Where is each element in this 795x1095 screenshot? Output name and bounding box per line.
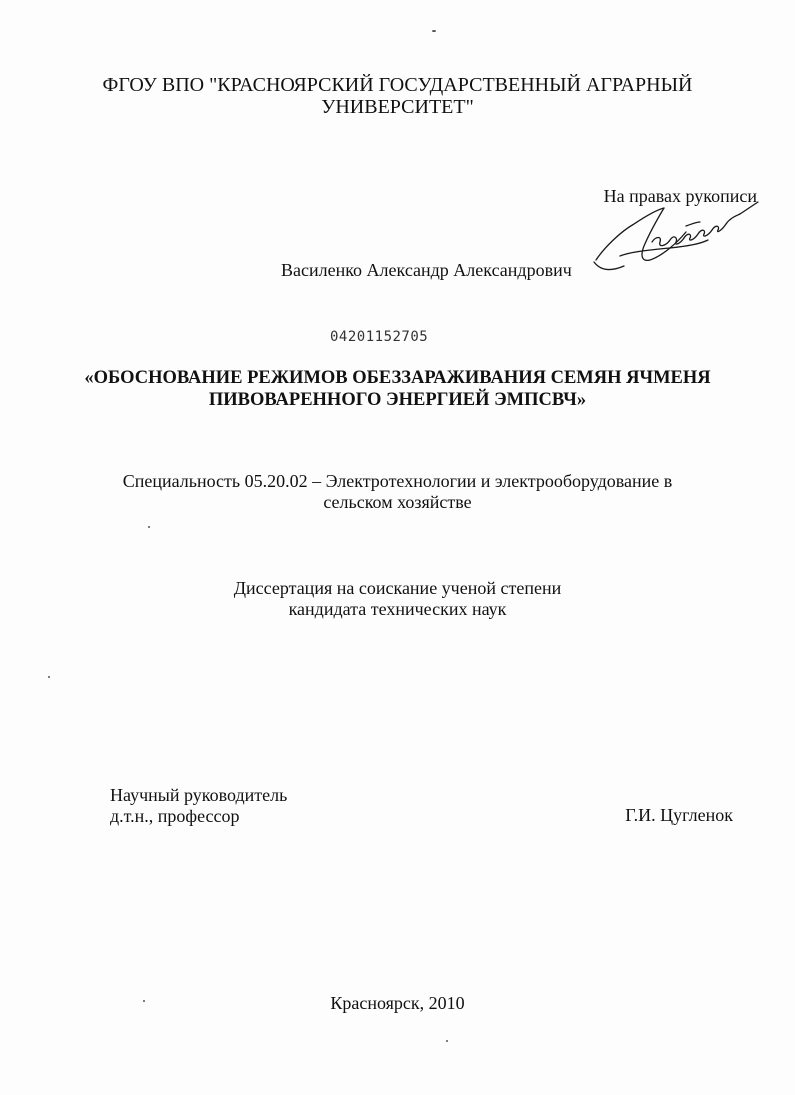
speciality-line-1: Специальность 05.20.02 – Электротехнологии и электрооборудование в: [122, 471, 673, 491]
institution-line-1: ФГОУ ВПО "КРАСНОЯРСКИЙ ГОСУДАРСТВЕННЫЙ АГРАРНЫЙ: [102, 74, 693, 96]
scan-speck: [148, 526, 150, 528]
scan-speck: [446, 1040, 448, 1042]
city-year: Красноярск, 2010: [330, 993, 465, 1013]
manuscript-rights-label: На правах рукописи: [603, 186, 757, 206]
signature-icon: [590, 196, 765, 276]
author-name: Василенко Александр Александрович: [281, 260, 572, 280]
title-line-1: «ОБОСНОВАНИЕ РЕЖИМОВ ОБЕЗЗАРАЖИВАНИЯ СЕМЯН ЯЧМЕНЯ: [84, 368, 711, 388]
supervisor-name: Г.И. Цугленок: [625, 805, 733, 825]
registration-number: 04201152705: [330, 329, 429, 345]
supervisor-block: [110, 785, 287, 827]
title-line-2: ПИВОВАРЕННОГО ЭНЕРГИЕЙ ЭМПСВЧ»: [208, 390, 587, 410]
supervisor-role: Научный руководитель: [110, 785, 288, 805]
speciality-line-2: сельском хозяйстве: [323, 492, 472, 512]
scan-speck: [48, 676, 50, 678]
institution-line-2: УНИВЕРСИТЕТ": [321, 96, 474, 118]
degree-line-2: кандидата технических наук: [288, 599, 507, 619]
supervisor-rank: д.т.н., профессор: [110, 806, 240, 826]
scan-speck: [432, 30, 436, 32]
degree-line-1: Диссертация на соискание ученой степени: [233, 578, 562, 598]
